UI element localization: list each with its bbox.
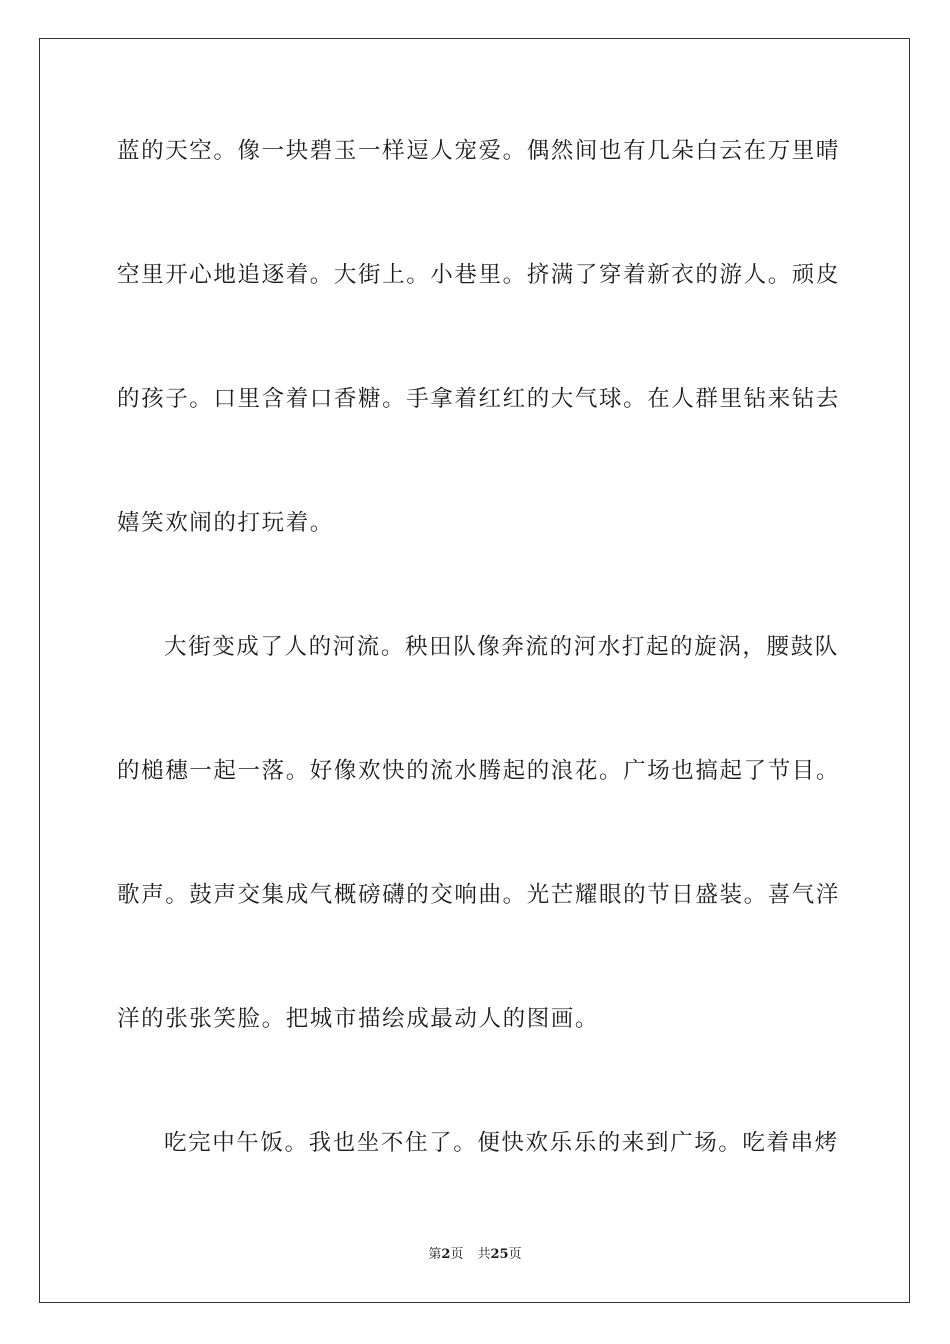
text-line-7: 歌声。鼓声交集成气概磅礴的交响曲。光芒耀眼的节日盛装。喜气洋 (117, 882, 841, 908)
footer-page-suffix: 页 (450, 1247, 464, 1262)
text-line-2: 空里开心地追逐着。大街上。小巷里。挤满了穿着新衣的游人。顽皮 (117, 262, 841, 288)
text-line-5: 大街变成了人的河流。秧田队像奔流的河水打起的旋涡，腰鼓队 (164, 634, 839, 660)
footer-total-prefix: 共 (477, 1247, 491, 1262)
text-line-1: 蓝的天空。像一块碧玉一样逗人宠爱。偶然间也有几朵白云在万里晴 (117, 138, 841, 164)
text-line-4: 嬉笑欢闹的打玩着。 (117, 510, 334, 536)
page-border (39, 38, 910, 1303)
text-line-9: 吃完中午饭。我也坐不住了。便快欢乐乐的来到广场。吃着串烤 (164, 1130, 839, 1156)
page-footer (0, 1246, 950, 1264)
footer-total-suffix: 页 (508, 1247, 522, 1262)
text-line-6: 的槌穗一起一落。好像欢快的流水腾起的浪花。广场也搞起了节目。 (117, 758, 841, 784)
text-line-3: 的孩子。口里含着口香糖。手拿着红红的大气球。在人群里钻来钻去 (117, 386, 841, 412)
footer-page-number: 2 (441, 1247, 451, 1262)
footer-total-pages: 25 (490, 1247, 509, 1262)
footer-page-prefix: 第 (428, 1247, 442, 1262)
text-line-8: 洋的张张笑脸。把城市描绘成最动人的图画。 (117, 1006, 600, 1032)
